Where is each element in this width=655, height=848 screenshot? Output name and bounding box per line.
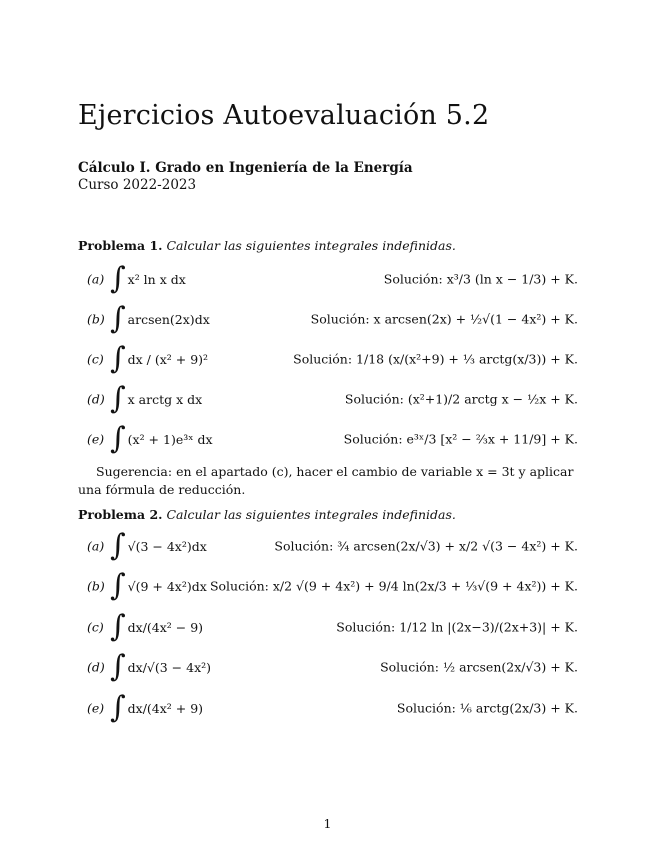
item-label: (b) — [87, 311, 105, 327]
integral-expression — [110, 381, 203, 416]
problem-2-item-d — [78, 650, 578, 684]
solution: Solución: 1/18 (x/(x²+9) + ⅓ arctg(x/3)) + K. — [293, 351, 578, 367]
integrand: dx/(4x² + 9) — [127, 700, 204, 716]
integrand: √(9 + 4x²)dx — [127, 578, 207, 594]
integral-expression — [110, 609, 204, 644]
item-label: (c) — [87, 351, 104, 367]
page-title: Ejercicios Autoevaluación 5.2 — [78, 100, 490, 131]
item-label: (d) — [87, 391, 105, 407]
integrand: √(3 − 4x²)dx — [127, 538, 207, 554]
problem-2-item-c — [78, 610, 578, 644]
suggestion-note: Sugerencia: en el apartado (c), hacer el cambio de variable x = 3t y aplicar una fórmula de reducción. — [78, 464, 574, 497]
integral-expression — [110, 261, 186, 296]
problem-2-item-e — [78, 691, 578, 725]
course-subtitle: Cálculo I. Grado en Ingeniería de la Energía — [78, 160, 413, 176]
solution: Solución: ¾ arcsen(2x/√3) + x/2 √(3 − 4x²) + K. — [274, 538, 578, 554]
integrand: arcsen(2x)dx — [127, 311, 210, 327]
integrand: (x² + 1)e³ˣ dx — [127, 431, 213, 447]
integrand: dx / (x² + 9)² — [127, 351, 209, 367]
integral-sign-icon: ∫ — [110, 381, 126, 416]
integral-sign-icon: ∫ — [110, 301, 126, 336]
problem-2-statement: Calcular las siguientes integrales indefinidas. — [166, 507, 456, 522]
item-label: (a) — [87, 538, 105, 554]
item-label: (a) — [87, 271, 105, 287]
item-label: (e) — [87, 431, 105, 447]
item-label: (e) — [87, 700, 105, 716]
solution: Solución: ½ arcsen(2x/√3) + K. — [380, 659, 578, 675]
solution: Solución: (x²+1)/2 arctg x − ½x + K. — [344, 391, 578, 407]
integral-expression — [110, 301, 210, 336]
integral-sign-icon: ∫ — [110, 649, 126, 684]
item-label: (c) — [87, 619, 104, 635]
integral-sign-icon: ∫ — [110, 261, 126, 296]
solution: Solución: 1/12 ln |(2x−3)/(2x+3)| + K. — [336, 619, 578, 635]
problem-1-item-b — [78, 302, 578, 336]
problem-2-item-a — [78, 529, 578, 563]
solution: Solución: x³/3 (ln x − 1/3) + K. — [383, 271, 578, 287]
integral-expression — [110, 649, 212, 684]
problem-1-item-c — [78, 342, 578, 376]
solution: Solución: x/2 √(9 + 4x²) + 9/4 ln(2x/3 + ⅓√(9 + 4x²)) + K. — [209, 578, 578, 594]
solution: Solución: e³ˣ/3 [x² − ⅔x + 11/9] + K. — [343, 431, 578, 447]
integral-expression — [110, 690, 204, 725]
course-year: Curso 2022-2023 — [78, 177, 197, 193]
integrand: x arctg x dx — [127, 391, 203, 407]
integral-sign-icon: ∫ — [110, 421, 126, 456]
problem-1-label: Problema 1. — [78, 238, 163, 253]
integral-sign-icon: ∫ — [110, 609, 126, 644]
integral-sign-icon: ∫ — [110, 690, 126, 725]
integrand: dx/√(3 − 4x²) — [127, 659, 212, 675]
item-label: (d) — [87, 659, 105, 675]
integral-expression — [110, 528, 207, 563]
integral-sign-icon: ∫ — [110, 341, 126, 376]
integral-sign-icon: ∫ — [110, 568, 126, 603]
integral-expression — [110, 341, 209, 376]
item-label: (b) — [87, 578, 105, 594]
problem-1-item-e — [78, 422, 578, 456]
problem-2-label: Problema 2. — [78, 507, 163, 522]
integrand: x² ln x dx — [127, 271, 186, 287]
page-number: 1 — [323, 816, 332, 831]
problem-1-heading — [78, 238, 456, 253]
integrand: dx/(4x² − 9) — [127, 619, 204, 635]
problem-2-heading — [78, 507, 456, 522]
integral-expression — [110, 421, 213, 456]
solution: Solución: ⅙ arctg(2x/3) + K. — [396, 700, 578, 716]
problem-1-statement: Calcular las siguientes integrales indefinidas. — [166, 238, 456, 253]
solution: Solución: x arcsen(2x) + ½√(1 − 4x²) + K. — [310, 311, 578, 327]
problem-2-item-b — [78, 569, 578, 603]
problem-1-item-a — [78, 262, 578, 296]
integral-sign-icon: ∫ — [110, 528, 126, 563]
integral-expression — [110, 568, 207, 603]
problem-1-item-d — [78, 382, 578, 416]
